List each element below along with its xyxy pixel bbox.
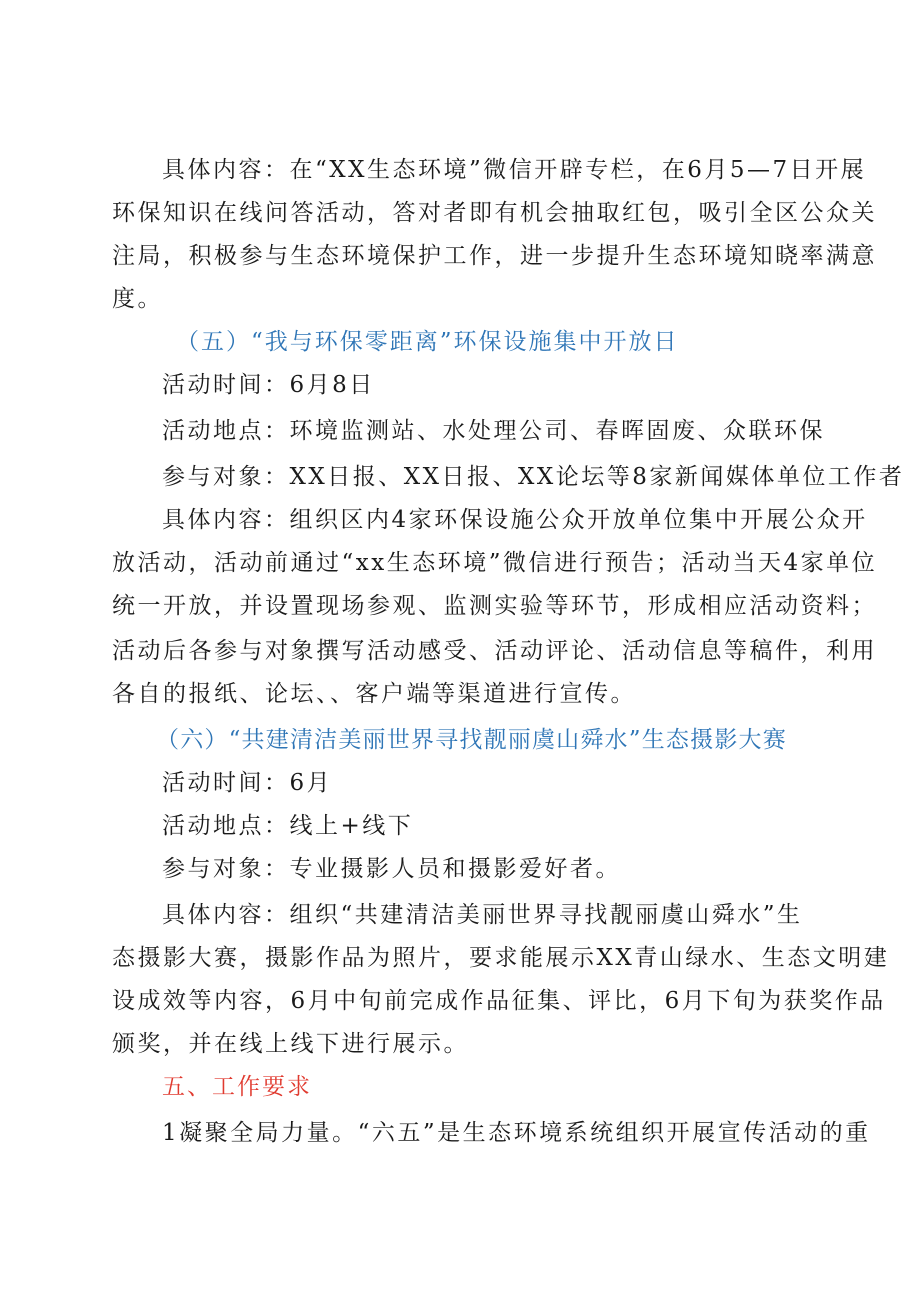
paragraph-line: 注局，积极参与生态环境保护工作，进一步提升生态环境知晓率满意 bbox=[112, 243, 877, 269]
activity-target: 参与对象：专业摄影人员和摄影爱好者。 bbox=[162, 856, 621, 882]
paragraph-line: 具体内容：组织区内4家环保设施公众开放单位集中开展公众开 bbox=[162, 507, 868, 533]
activity-target: 参与对象：XX日报、XX日报、XX论坛等8家新闻媒体单位工作者 bbox=[162, 464, 905, 490]
paragraph-line: 统一开放，并设置现场参观、监测实验等环节，形成相应活动资料； bbox=[112, 593, 877, 619]
paragraph-line: 设成效等内容，6月中旬前完成作品征集、评比，6月下旬为获奖作品 bbox=[112, 988, 886, 1014]
paragraph-line: 颁奖，并在线上线下进行展示。 bbox=[112, 1031, 469, 1057]
section-heading-6: （六）“共建清洁美丽世界寻找靓丽虞山舜水”生态摄影大赛 bbox=[156, 727, 787, 753]
paragraph-line: 各自的报纸、论坛、、客户端等渠道进行宣传。 bbox=[112, 681, 636, 707]
paragraph-line: 环保知识在线问答活动，答对者即有机会抽取红包，吸引全区公众关 bbox=[112, 200, 877, 226]
paragraph-line: 态摄影大赛，摄影作品为照片，要求能展示XX青山绿水、生态文明建 bbox=[112, 945, 890, 971]
section-heading-5: （五）“我与环保零距离”环保设施集中开放日 bbox=[176, 329, 679, 355]
paragraph-line: 活动后各参与对象撰写活动感受、活动评论、活动信息等稿件，利用 bbox=[112, 638, 877, 664]
activity-time: 活动时间：6月 bbox=[162, 770, 333, 796]
activity-place: 活动地点：环境监测站、水处理公司、春晖固废、众联环保 bbox=[162, 418, 825, 444]
paragraph-line: 放活动，活动前通过“xx生态环境”微信进行预告；活动当天4家单位 bbox=[112, 550, 878, 576]
paragraph-line: 具体内容：在“XX生态环境”微信开辟专栏，在6月5—7日开展 bbox=[162, 157, 867, 183]
part-heading-5: 五、工作要求 bbox=[162, 1074, 312, 1100]
activity-place: 活动地点：线上+线下 bbox=[162, 813, 414, 839]
paragraph-line: 度。 bbox=[112, 286, 163, 312]
paragraph-line: 1凝聚全局力量。“六五”是生态环境系统组织开展宣传活动的重 bbox=[162, 1120, 871, 1146]
activity-time: 活动时间：6月8日 bbox=[162, 372, 375, 398]
paragraph-line: 具体内容：组织“共建清洁美丽世界寻找靓丽虞山舜水”生 bbox=[162, 902, 803, 928]
